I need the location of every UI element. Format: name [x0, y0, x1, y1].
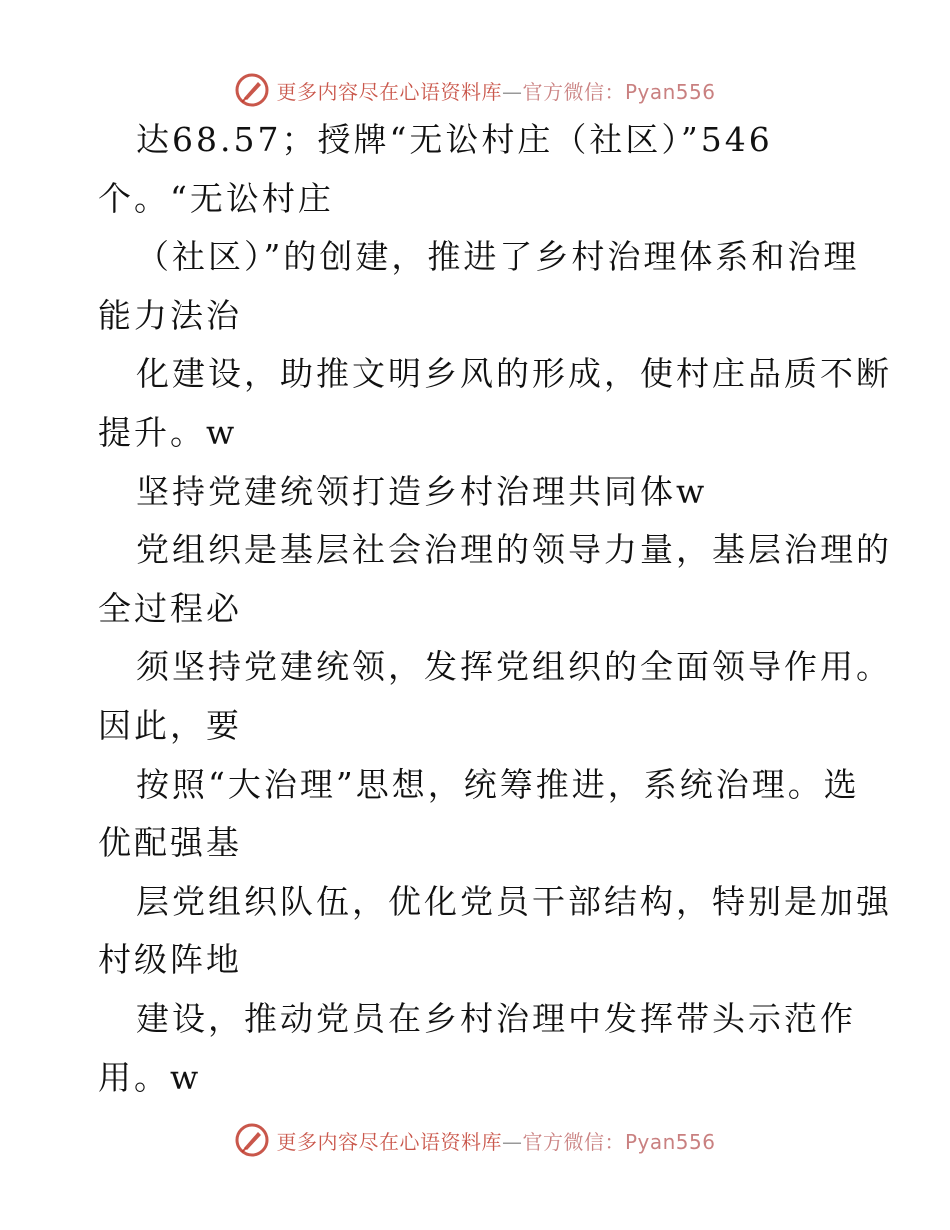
watermark-text [276, 76, 715, 105]
text-line: 层党组织队伍，优化党员干部结构，特别是加强 [136, 881, 892, 921]
text-line: 建设，推动党员在乡村治理中发挥带头示范作 [136, 999, 856, 1038]
quill-logo-icon [234, 1122, 270, 1158]
text-line: 村级阵地 [98, 940, 242, 980]
text-line: 优配强基 [98, 823, 242, 863]
text-line: （社区）”的创建，推进了乡村治理体系和治理 [136, 237, 860, 277]
text-line: 个。“无讼村庄 [98, 178, 334, 218]
text-line: 全过程必 [98, 588, 242, 628]
watermark-main: 更多内容尽在心语资料库 [276, 1129, 502, 1154]
text-line: 用。w [98, 1057, 202, 1097]
text-line: 提升。w [98, 413, 238, 452]
text-line: 化建设，助推文明乡风的形成，使村庄品质不断 [136, 354, 892, 394]
text-line: 因此，要 [98, 706, 242, 745]
watermark-dash: — [501, 1129, 523, 1154]
text-line: 达68.57；授牌“无讼村庄（社区）”546 [136, 120, 773, 159]
text-line: 按照“大治理”思想，统筹推进，系统治理。选 [136, 764, 860, 804]
watermark-tag: 官方微信：Pyan556 [522, 79, 716, 104]
watermark-main: 更多内容尽在心语资料库 [276, 79, 502, 104]
text-line: 党组织是基层社会治理的领导力量，基层治理的 [136, 530, 892, 570]
quill-logo-icon [234, 72, 270, 108]
footer-watermark [0, 1120, 950, 1160]
watermark-text [276, 1126, 715, 1155]
text-line: 须坚持党建统领，发挥党组织的全面领导作用。 [136, 647, 892, 687]
text-line: 坚持党建统领打造乡村治理共同体w [136, 471, 708, 511]
text-line: 能力法治 [98, 295, 242, 335]
watermark-tag: 官方微信：Pyan556 [522, 1129, 716, 1154]
watermark-dash: — [501, 79, 523, 104]
header-watermark [0, 70, 950, 110]
